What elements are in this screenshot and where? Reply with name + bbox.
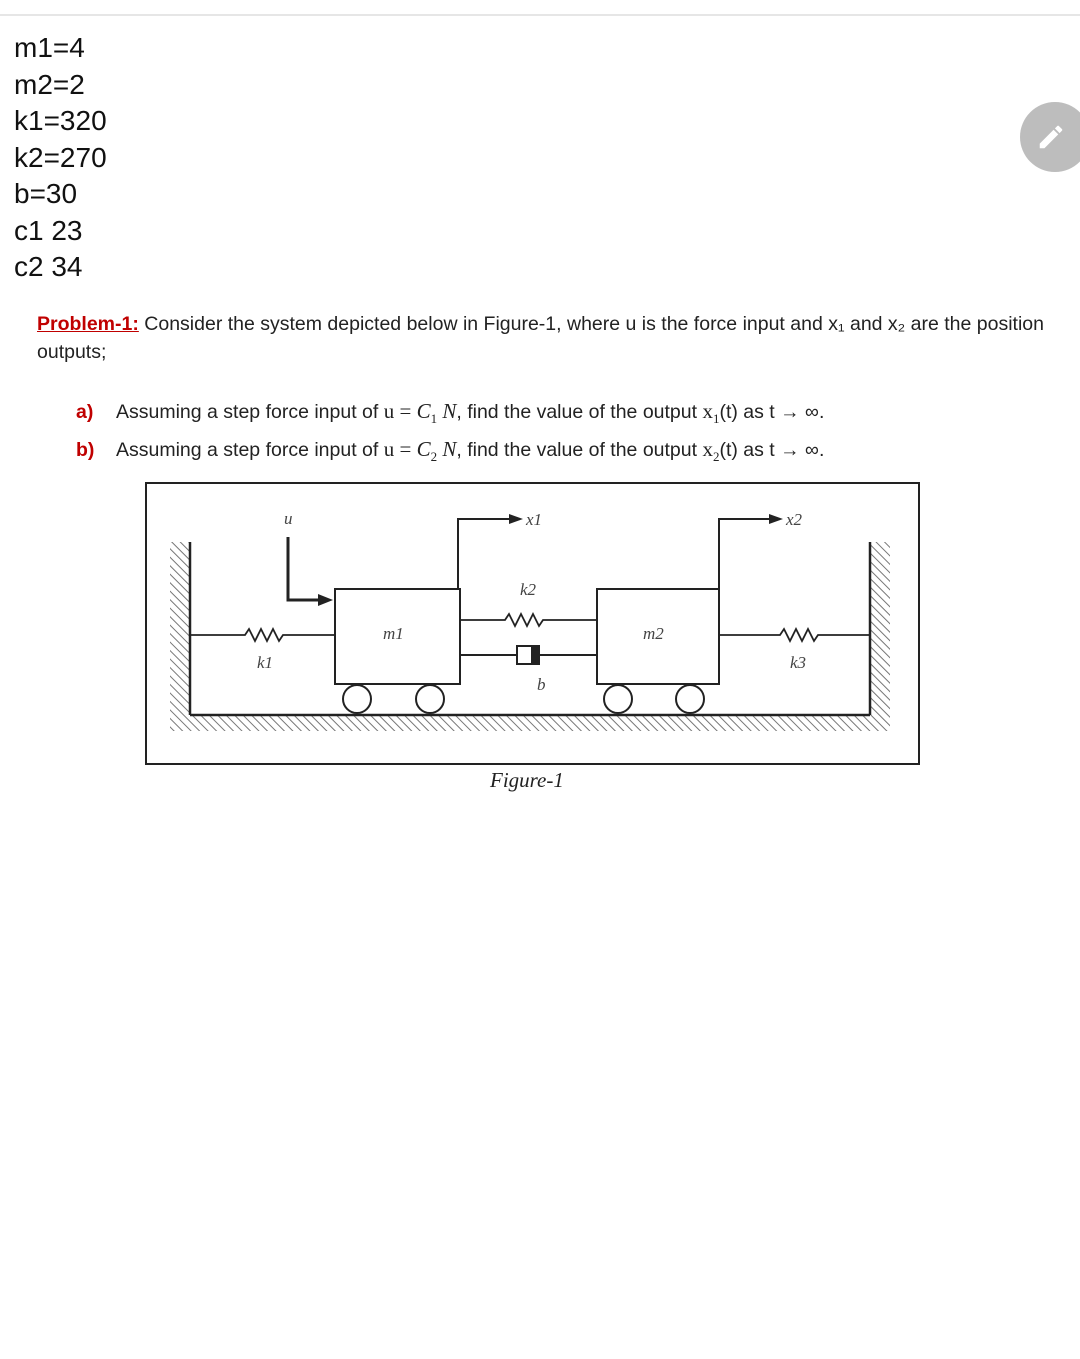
problem-label: Problem-1: <box>37 313 139 335</box>
wheel <box>676 685 704 713</box>
param-k1: k1=320 <box>14 105 107 136</box>
label-k2: k2 <box>520 580 537 599</box>
label-x2: x2 <box>786 510 803 529</box>
right-wall-hatch <box>870 542 890 715</box>
param-b: b=30 <box>14 178 78 209</box>
problem-parts <box>76 396 824 472</box>
damper-b <box>460 646 597 664</box>
wheel <box>343 685 371 713</box>
edit-button[interactable] <box>1020 102 1080 172</box>
spring-k2 <box>460 614 597 626</box>
x1-arrow <box>458 519 513 589</box>
param-k2: k2=270 <box>14 141 107 173</box>
part-b-marker: b) <box>76 439 95 462</box>
force-u-arrow <box>288 537 320 600</box>
label-x1: x1 <box>526 510 543 529</box>
x2-arrow <box>719 519 773 589</box>
label-k1: k1 <box>257 653 274 672</box>
part-a: a) Assuming a step force input of $u = C_1$ N, find the value of the output $x_1(t)$ as t → ∞. <box>76 399 825 427</box>
label-k3: k3 <box>790 653 807 672</box>
problem-statement <box>37 310 1047 366</box>
mass-spring-damper-figure <box>145 482 920 765</box>
force-u-arrowhead <box>318 594 333 606</box>
label-u: u <box>284 509 293 528</box>
spring-k1 <box>190 629 335 641</box>
problem-text: Consider the system depicted below in Figure-1, where u is the force input and x₁ and x₂ are the position outputs; <box>37 313 1045 363</box>
x1-arrowhead <box>509 514 523 524</box>
wheel <box>604 685 632 713</box>
ground-hatch <box>170 715 890 731</box>
part-b: b) Assuming a step force input of $u = C_2$ N, find the value of the output $x_2(t)$ as t → ∞. <box>76 437 825 465</box>
label-b: b <box>537 675 546 694</box>
x2-arrowhead <box>769 514 783 524</box>
top-divider <box>0 14 1080 16</box>
param-c1: c1 23 <box>14 214 83 246</box>
figure-caption: Figure-1 <box>490 768 564 792</box>
param-c2: c2 34 <box>14 251 83 282</box>
pencil-icon <box>1036 122 1066 152</box>
spring-k3 <box>719 629 870 641</box>
label-m1: m1 <box>383 624 404 643</box>
param-m1: m1=4 <box>14 32 85 63</box>
left-wall-hatch <box>170 542 190 715</box>
wheel <box>416 685 444 713</box>
parameter-list <box>14 30 107 286</box>
param-m2: m2=2 <box>14 68 85 100</box>
label-m2: m2 <box>643 624 664 643</box>
part-a-marker: a) <box>76 401 94 423</box>
